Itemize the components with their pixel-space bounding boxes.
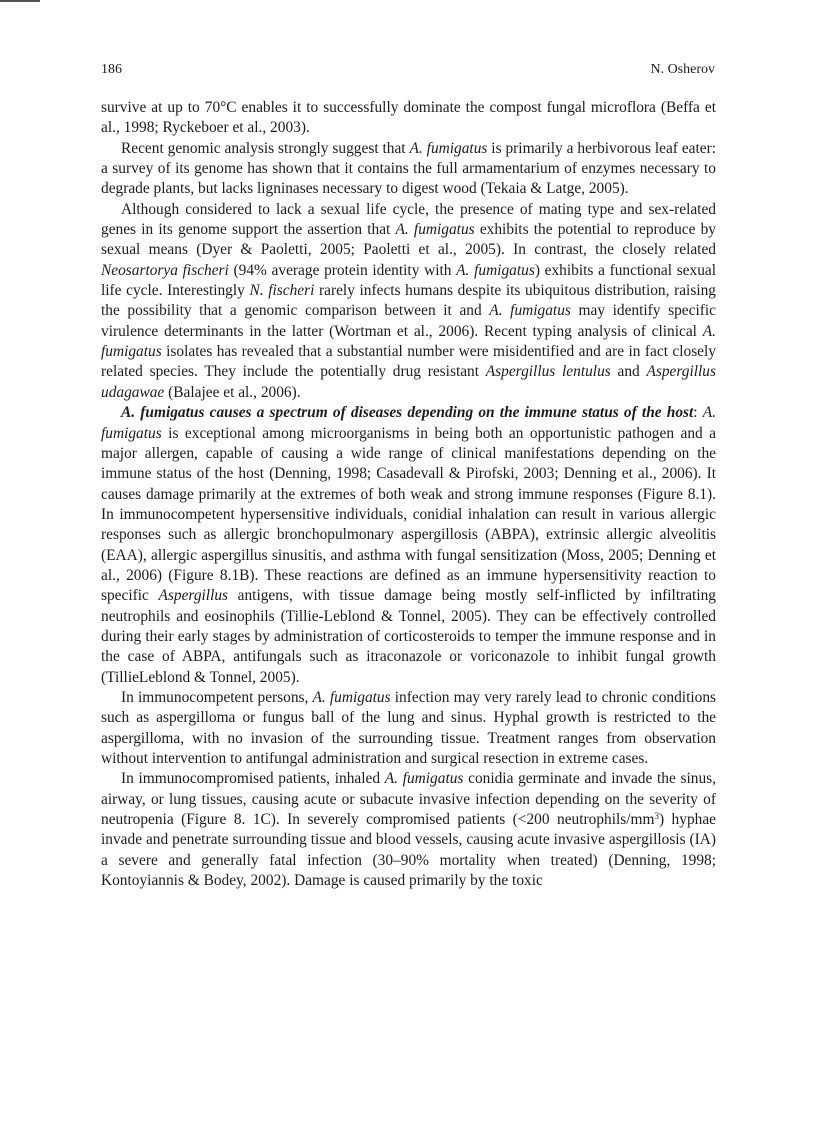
text-run: (94% average protein identity with [228, 261, 457, 279]
corner-crop-mark [0, 0, 40, 2]
text-run: is primarily a herbivorous leaf eater: a survey of its genome has shown that it contains the full armamentarium of enzymes necessary to degrade plants, but lacks ligninases necessary to digest wood (Tekaia & Latge, 2005). [101, 139, 717, 198]
text-run: In immunocompetent persons, [121, 688, 313, 706]
paragraph [101, 688, 716, 769]
italic-term: A. fumigatus [395, 221, 475, 239]
italic-term: Aspergillus [158, 587, 229, 605]
body-text [101, 98, 716, 891]
text-run: rarely infects humans despite its ubiquitous distribution, raising the possibility that a genomic comparison between it and [101, 282, 716, 320]
text-run: (Balajee et al., 2006). [164, 383, 301, 401]
italic-term: A. fumigatus [384, 770, 464, 788]
section-run-in-heading: A. fumigatus causes a spectrum of diseases depending on the immune status of the host [121, 404, 694, 422]
text-run: isolates has revealed that a substantial number were misidentified and are in fact closely related species. They include the potentially drug resistant [101, 343, 716, 381]
text-run: exhibits the potential to reproduce by sexual means (Dyer & Paoletti, 2005; Paoletti et al., 2005). In contrast, the closely related [101, 221, 716, 259]
superscript: 3 [654, 811, 659, 822]
text-run: Recent genomic analysis strongly suggest that [121, 139, 410, 157]
italic-term: Aspergillus lentulus [485, 363, 611, 381]
italic-term: A. fumigatus [489, 302, 571, 320]
italic-term: Aspergillus udagawae [101, 363, 716, 401]
paragraph [101, 403, 716, 688]
running-author: N. Osherov [650, 62, 715, 77]
running-header [101, 62, 715, 78]
paragraph [101, 769, 716, 891]
text-run: survive at up to 70°C enables it to successfully dominate the compost fungal microflora (Beffa et al., 1998; Ryckeboer et al., 2003). [101, 99, 716, 137]
text-run: conidia germinate and invade the sinus, airway, or lung tissues, causing acute or subacute invasive infection depending on the severity of neutropenia (Figure 8. 1C). In severely compromised patients (<200 neutrophils/mm [101, 770, 716, 829]
text-run: Although considered to lack a sexual life cycle, the presence of mating type and sex-related genes in its genome support the assertion that [101, 200, 716, 239]
text-run: is exceptional among microorganisms in being both an opportunistic pathogen and a major allergen, capable of causing a wide range of clinical manifestations depending on the immune status of the host (Denning, 1998; Casadevall & Pirofski, 2003; Denning et al., 2006). It causes damage primarily at the extremes of both weak and strong immune responses (Figure 8.1). In immunocompetent hypersensitive individuals, conidial inhalation can result in various allergic responses such as allergic bronchopulmonary aspergillosis (ABPA), extrinsic allergic alveolitis (EAA), allergic aspergillus sinusitis, and asthma with fungal sensitization (Moss, 2005; Denning et al., 2006) (Figure 8.1B). These reactions are defined as an immune hypersensitivity reaction to specific [101, 424, 716, 605]
italic-term: N. fischeri [249, 282, 315, 300]
text-run: ) hyphae invade and penetrate surrounding tissue and blood vessels, causing acute invasive aspergillosis (IA) a severe and generally fatal infection (30–90% mortality when treated) (Denning, 1998; Kontoyiannis & Bodey, 2002). Damage is caused primarily by the toxic [101, 811, 716, 890]
italic-term: A. fumigatus [312, 688, 391, 706]
page-number: 186 [101, 62, 122, 77]
text-run: In immunocompromised patients, inhaled [121, 770, 385, 788]
text-run: antigens, with tissue damage being mostly self-inflicted by infiltrating neutrophils and eosinophils (Tillie-Leblond & Tonnel, 2005). They can be effectively controlled during their early stages by administration of corticosteroids to temper the immune response and in the case of ABPA, antifungals such as itraconazole or voriconazole to inhibit fungal growth (TillieLeblond & Tonnel, 2005). [101, 587, 717, 686]
italic-term: A. fumigatus [409, 139, 488, 157]
italic-term: A. fumigatus [101, 404, 716, 442]
paragraph [101, 200, 716, 403]
italic-term: Neosartorya fischeri [101, 261, 229, 279]
italic-term: A. fumigatus [456, 261, 535, 279]
italic-term: A. fumigatus [101, 322, 716, 361]
text-run: infection may very rarely lead to chronic conditions such as aspergilloma or fungus ball of the lung and sinus. Hyphal growth is restricted to the aspergilloma, with no invasion of the surrounding tissue. Treatment ranges from observation without intervention to antifungal administration and surgical resection in extreme cases. [101, 688, 717, 767]
paragraph [101, 139, 716, 200]
text-run: : [693, 404, 703, 422]
text-run: and [610, 363, 647, 381]
paragraph [101, 98, 716, 139]
text-run: ) exhibits a functional sexual life cycle. Interestingly [101, 261, 717, 300]
text-run: may identify specific virulence determinants in the latter (Wortman et al., 2006). Recent typing analysis of clinical [101, 302, 716, 340]
